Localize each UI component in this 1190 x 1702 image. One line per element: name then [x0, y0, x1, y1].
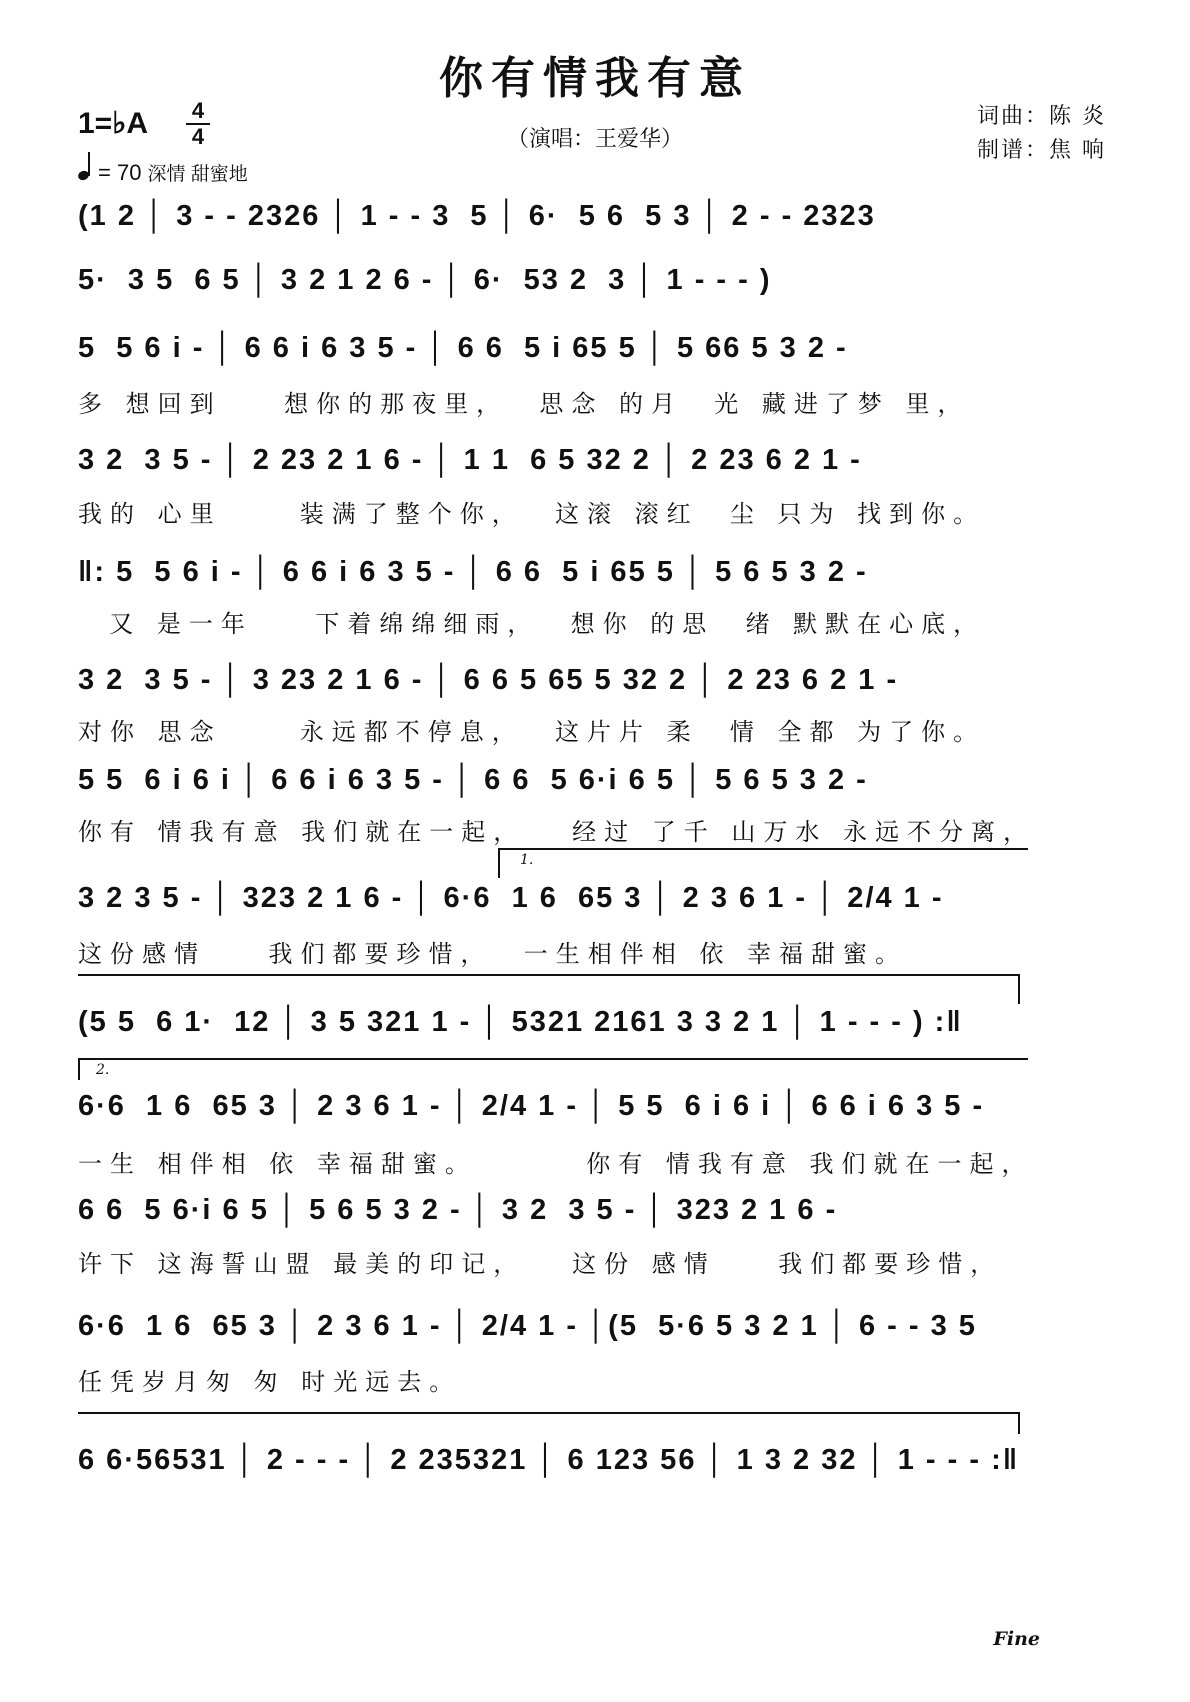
score-system-6 — [78, 660, 1110, 720]
volta-1-number: 1. — [520, 852, 534, 868]
tempo-value: = 70 — [98, 160, 142, 185]
song-title: 你有情我有意 — [439, 53, 751, 104]
score-system-1 — [78, 196, 1110, 256]
volta-1-continuation — [78, 974, 1020, 976]
notation-line: 6·6 1 6 65 3 │ 2 3 6 1 - │ 2/4 1 - │ 5 5 6 i 6 i │ 6 6 i 6 3 5 - — [78, 1090, 985, 1122]
time-signature-denominator: 4 — [191, 124, 205, 149]
notation-line: 3 2 3 5 - │ 2 23 2 1 6 - │ 1 1 6 5 32 2 │ 2 23 6 2 1 - — [78, 444, 862, 476]
notation-line: 5 5 6 i - │ 6 6 i 6 3 5 - │ 6 6 5 i 65 5 │ 5 66 5 3 2 - — [78, 332, 848, 364]
score-system-3 — [78, 328, 1110, 388]
fine-marking: Fine — [993, 1628, 1040, 1650]
lyric-line-2: 我的 心里 装满了整个你， 这滚 滚红 尘 只为 找到你。 — [78, 500, 986, 528]
score-system-7 — [78, 760, 1110, 820]
volta-1-end-tick — [1018, 974, 1020, 1004]
notation-line: (1 2 │ 3 - - 2326 │ 1 - - 3 5 │ 6· 5 6 5 3 │ 2 - - 2323 — [78, 200, 876, 232]
score-system-10 — [78, 1086, 1110, 1146]
volta-2-number: 2. — [96, 1062, 110, 1078]
quarter-note-icon — [78, 152, 92, 180]
notation-line: 3 2 3 5 - │ 323 2 1 6 - │ 6·6 1 6 65 3 │ 2 3 6 1 - │ 2/4 1 - — [78, 882, 944, 914]
key-signature: 1=♭A — [78, 107, 149, 140]
notation-line: ‖: 5 5 6 i - │ 6 6 i 6 3 5 - │ 6 6 5 i 65 5 │ 5 6 5 3 2 - — [78, 556, 868, 588]
lyric-line-5: 你有 情我有意 我们就在一起， 经过 了千 山万水 永远不分离， — [78, 818, 1036, 846]
score-system-2 — [78, 260, 1110, 320]
score-system-8 — [78, 878, 1110, 938]
volta-1-tick — [498, 848, 500, 878]
coda-bracket-tick — [1018, 1412, 1020, 1434]
score-system-11 — [78, 1190, 1110, 1250]
notation-line: 5· 3 5 6 5 │ 3 2 1 2 6 - │ 6· 53 2 3 │ 1 - - - ) — [78, 264, 772, 296]
volta-1-bracket — [498, 848, 1028, 850]
notation-line: 5 5 6 i 6 i │ 6 6 i 6 3 5 - │ 6 6 5 6·i 6 5 │ 5 6 5 3 2 - — [78, 764, 868, 796]
notation-line: (5 5 6 1· 12 │ 3 5 321 1 - │ 5321 2161 3 3 2 1 │ 1 - - - ) :‖ — [78, 1006, 963, 1038]
coda-bracket — [78, 1412, 1020, 1414]
lyric-line-6: 这份感情 我们都要珍惜， 一生相伴相 依 幸福甜蜜。 — [78, 940, 908, 968]
lyric-line-3: 又 是一年 下着绵绵细雨， 想你 的思 绪 默默在心底， — [78, 610, 986, 638]
expression-marking: 深情 甜蜜地 — [147, 164, 248, 185]
volta-2-tick — [78, 1058, 80, 1080]
lyric-line-7: 一生 相伴相 依 幸福甜蜜。 你有 情我有意 我们就在一起， — [78, 1150, 1034, 1178]
lyric-line-8: 许下 这海誓山盟 最美的印记， 这份 感情 我们都要珍惜， — [78, 1250, 1003, 1278]
score-system-13 — [78, 1440, 1110, 1500]
notation-line: 6·6 1 6 65 3 │ 2 3 6 1 - │ 2/4 1 - │(5 5·6 5 3 2 1 │ 6 - - 3 5 — [78, 1310, 977, 1342]
notation-line: 6 6 5 6·i 6 5 │ 5 6 5 3 2 - │ 3 2 3 5 - │ 323 2 1 6 - — [78, 1194, 838, 1226]
volta-2-bracket — [78, 1058, 1028, 1060]
score-system-5 — [78, 552, 1110, 612]
lyric-line-4: 对你 思念 永远都不停息， 这片片 柔 情 全都 为了你。 — [78, 718, 986, 746]
lyric-line-9: 任凭岁月匆 匆 时光远去。 — [78, 1368, 462, 1396]
score-system-4 — [78, 440, 1110, 500]
notation-line: 3 2 3 5 - │ 3 23 2 1 6 - │ 6 6 5 65 5 32 2 │ 2 23 6 2 1 - — [78, 664, 899, 696]
singer-credit: （演唱：王爱华） — [506, 127, 683, 152]
score-system-9 — [78, 1002, 1110, 1062]
time-signature-numerator: 4 — [191, 98, 205, 123]
time-signature — [186, 100, 210, 148]
credits — [977, 100, 1106, 168]
tempo-marking — [78, 152, 248, 186]
notation-line: 6 6·56531 │ 2 - - - │ 2 235321 │ 6 123 56 │ 1 3 2 32 │ 1 - - - :‖ — [78, 1444, 1020, 1476]
lyric-line-1: 多 想回到 想你的那夜里， 思念 的月 光 藏进了梦 里， — [78, 390, 970, 418]
score-system-12 — [78, 1306, 1110, 1366]
lyricist-composer: 词曲：陈 炎 — [977, 104, 1106, 129]
transcriber: 制谱：焦 响 — [977, 138, 1106, 163]
